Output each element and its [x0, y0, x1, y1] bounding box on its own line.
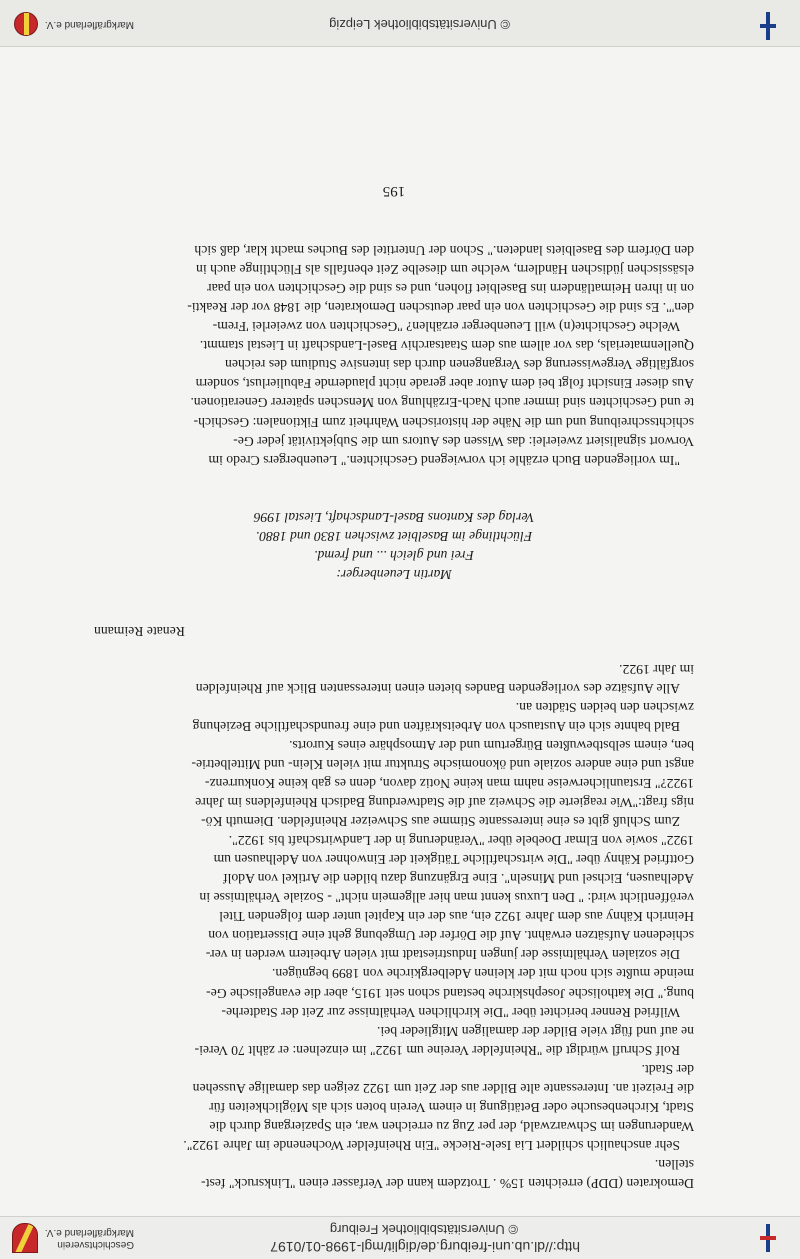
review-publisher: Verlag des Kantons Basel-Landschaft, Liestal 1996 — [253, 509, 535, 525]
paragraph — [94, 241, 694, 336]
text-line: angst und eine andere soziale und ökonomische Struktur mit vielen Klein- und Mittelbetrie- — [191, 756, 694, 772]
text-line: te und Geschichten sind immer auch Nach-Erzählung von Menschen späterer Generationen. — [190, 395, 694, 411]
text-line: Rolf Schrufl würdigt die "Rheinfelder Vereine um 1922" im einzelnen: er zählt 70 Verei- — [194, 1042, 680, 1058]
text-line: im Jahr 1922. — [619, 661, 694, 677]
footer-copyright: © Universitätsbibliothek Leipzig — [329, 17, 510, 32]
text-line: Stadt, Kirchenbesuche oder Betätigung in einem Verein boten sich als Möglichkeiten für — [209, 1099, 694, 1115]
header-url[interactable]: http://dl.ub.uni-freiburg.de/diglit/mgl-1998-01/0197 — [270, 1239, 580, 1255]
text-line: Quellenmaterials, das vor allem aus dem Staatsarchiv Basel-Landschaft in Liestal stammt. — [199, 338, 694, 354]
society-crest-icon — [12, 1223, 38, 1253]
text-line: Heinrich Kähny aus dem Jahre 1922 ein, aus der ein Kapitel unter dem folgenden Titel — [219, 909, 694, 925]
text-line: 1922" sowie von Elmar Doebele über "Veränderung in der Landwirtschaft bis 1922". — [228, 833, 694, 849]
paragraph — [94, 336, 694, 469]
text-line: Vorwort signalisiert zweierlei: das Wissen des Autors um die Subjektivität jeder Ge- — [233, 433, 694, 449]
review-author: Martin Leuenberger: — [336, 566, 452, 582]
text-line: Alle Aufsätze des vorliegenden Bandes bieten einen interessanten Blick auf Rheinfelden — [195, 680, 680, 696]
text-line: "Im vorliegenden Buch erzähle ich vorwiegend Geschichten." Leuenbergers Credo im — [208, 452, 680, 468]
text-line: Wilfried Renner berichtet über "Die kirchlichen Verhältnisse zur Zeit der Stadterhe- — [221, 1004, 680, 1020]
paragraph — [94, 1155, 694, 1193]
text-line: den Dörfern des Baselbiets landeten." Schon der Untertitel des Buches macht klar, daß sich — [194, 243, 694, 259]
text-line: veröffentlicht wird: " Den Luxus kennt man hier allgemein nicht" - Soziale Verhältnisse in — [199, 890, 694, 906]
text-line: schichtsschreibung und um die Nähe der historischen Wahrheit zum Fiktionalen: Geschich- — [193, 414, 694, 430]
text-line: stellen. — [654, 1156, 694, 1172]
paragraph — [94, 736, 694, 831]
footer-bar — [0, 0, 800, 47]
text-line: elsässischen jüdischen Händlern, welche um dieselbe Zeit ebenfalls als Flüchtlinge auch in — [196, 262, 694, 278]
review-signature: Renate Reimann — [94, 623, 185, 639]
text-line: sorgfältige Vergewisserung des Vergangenen durch das intensive Studium des reichen — [225, 357, 694, 373]
text-line: Zum Schluß gibt es eine interessante Stimme aus Schweizer Rheinfelden. Diemuth Kö- — [201, 814, 680, 830]
header-bar — [0, 1216, 800, 1259]
paragraph — [94, 831, 694, 964]
paragraph — [94, 698, 694, 736]
footer-logo-icon — [760, 12, 776, 40]
paragraph — [94, 964, 694, 1021]
text-line: Bald bahnte sich ein Austausch von Arbeitskräften und eine freundschaftliche Beziehung — [192, 718, 680, 734]
review-heading — [94, 508, 694, 584]
text-line: Demokraten (DDP) erreichten 15% . Trotzdem kann der Verfasser einen "Linksruck" fest- — [201, 1176, 694, 1191]
text-line: Adelhausen, Eichsel und Minseln". Eine Ergänzung dazu bilden die Artikel von Adolf — [223, 871, 694, 887]
text-line: schiedenen Aufsätzen erwähnt. Auf die Dörfer der Umgebung geht eine Dissertation von — [208, 928, 694, 944]
text-line: 1922?" Erstaunlicherweise nahm man keine Notiz davon, denn es gab keine Konkurrenz- — [204, 776, 694, 792]
review-subtitle: Flüchtlinge im Baselbiet zwischen 1830 und 1880. — [255, 528, 533, 544]
text-line: nigs fragt:"Wie reagierte die Schweiz auf die Stadtwerdung Badisch Rheinfeldens im Jahre — [195, 795, 694, 811]
text-line: bung." Die katholische Josephskirche bestand schon seit 1915, aber die evangelische Ge- — [206, 985, 694, 1001]
footer-publisher: Markgräflerland e.V. — [44, 19, 134, 30]
library-logo-icon — [760, 1224, 776, 1252]
page-body — [94, 241, 694, 1193]
text-line: den'". Es sind die Geschichten von ein paar deutschen Demokraten, die 1848 vor der Reakti- — [187, 300, 694, 316]
text-line: Gottfried Kähny über "Die wirtschaftliche Tätigkeit der Einwohner von Adelhausen um — [213, 852, 694, 868]
paragraph — [94, 660, 694, 698]
text-line: meinde mußte sich noch mit der kleinen Adelbergkirche von 1899 begnügen. — [271, 966, 694, 982]
text-line: Welche Geschichte(n) will Leuenberger erzählen? "Geschichten von zweierlei 'Frem- — [212, 319, 680, 335]
header-publisher-2: Markgräflerland e.V. — [44, 1227, 134, 1238]
text-line: die Freizeit an. Interessante alte Bilder aus der Zeit um 1922 zeigen das damalige Aussehen — [192, 1080, 694, 1096]
text-line: on in ihren Heimatländern ins Baselbiet flohen, und es sind die Geschichten von ein paar — [207, 281, 694, 297]
text-line: Aus dieser Einsicht folgt bei dem Autor aber gerade nicht plaudernde Fabulierlust, sondern — [195, 376, 694, 392]
text-line: ne auf und fügt viele Bilder der damaligen Mitglieder bei. — [377, 1023, 694, 1039]
header-publisher-1: Geschichtsverein — [57, 1239, 134, 1250]
text-line: Wanderungen im Schwarzwald, der per Zug zu erreichen war, ein Spaziergang durch die — [209, 1118, 694, 1134]
text-line: der Stadt. — [641, 1061, 694, 1077]
paragraph — [94, 1060, 694, 1155]
text-line: ben, einem selbstbewußten Bürgertum und der Atmosphäre eines Kurorts. — [289, 737, 694, 753]
page-number: 195 — [382, 183, 406, 199]
text-line: Die sozialen Verhältnisse der jungen Industriestadt mit vielen Arbeitern werden in ver- — [205, 947, 680, 963]
text-line: zwischen den beiden Städten an. — [515, 699, 694, 715]
review-title: Frei und gleich ... und fremd. — [314, 547, 474, 563]
paragraph — [94, 1022, 694, 1060]
text-line: Sehr anschaulich schildert Lia Isele-Riecke "Ein Rheinfelder Wochenende im Jahre 1922". — [183, 1137, 680, 1153]
footer-crest-icon — [14, 12, 38, 36]
header-copyright: © Universitätsbibliothek Freiburg — [329, 1222, 518, 1237]
